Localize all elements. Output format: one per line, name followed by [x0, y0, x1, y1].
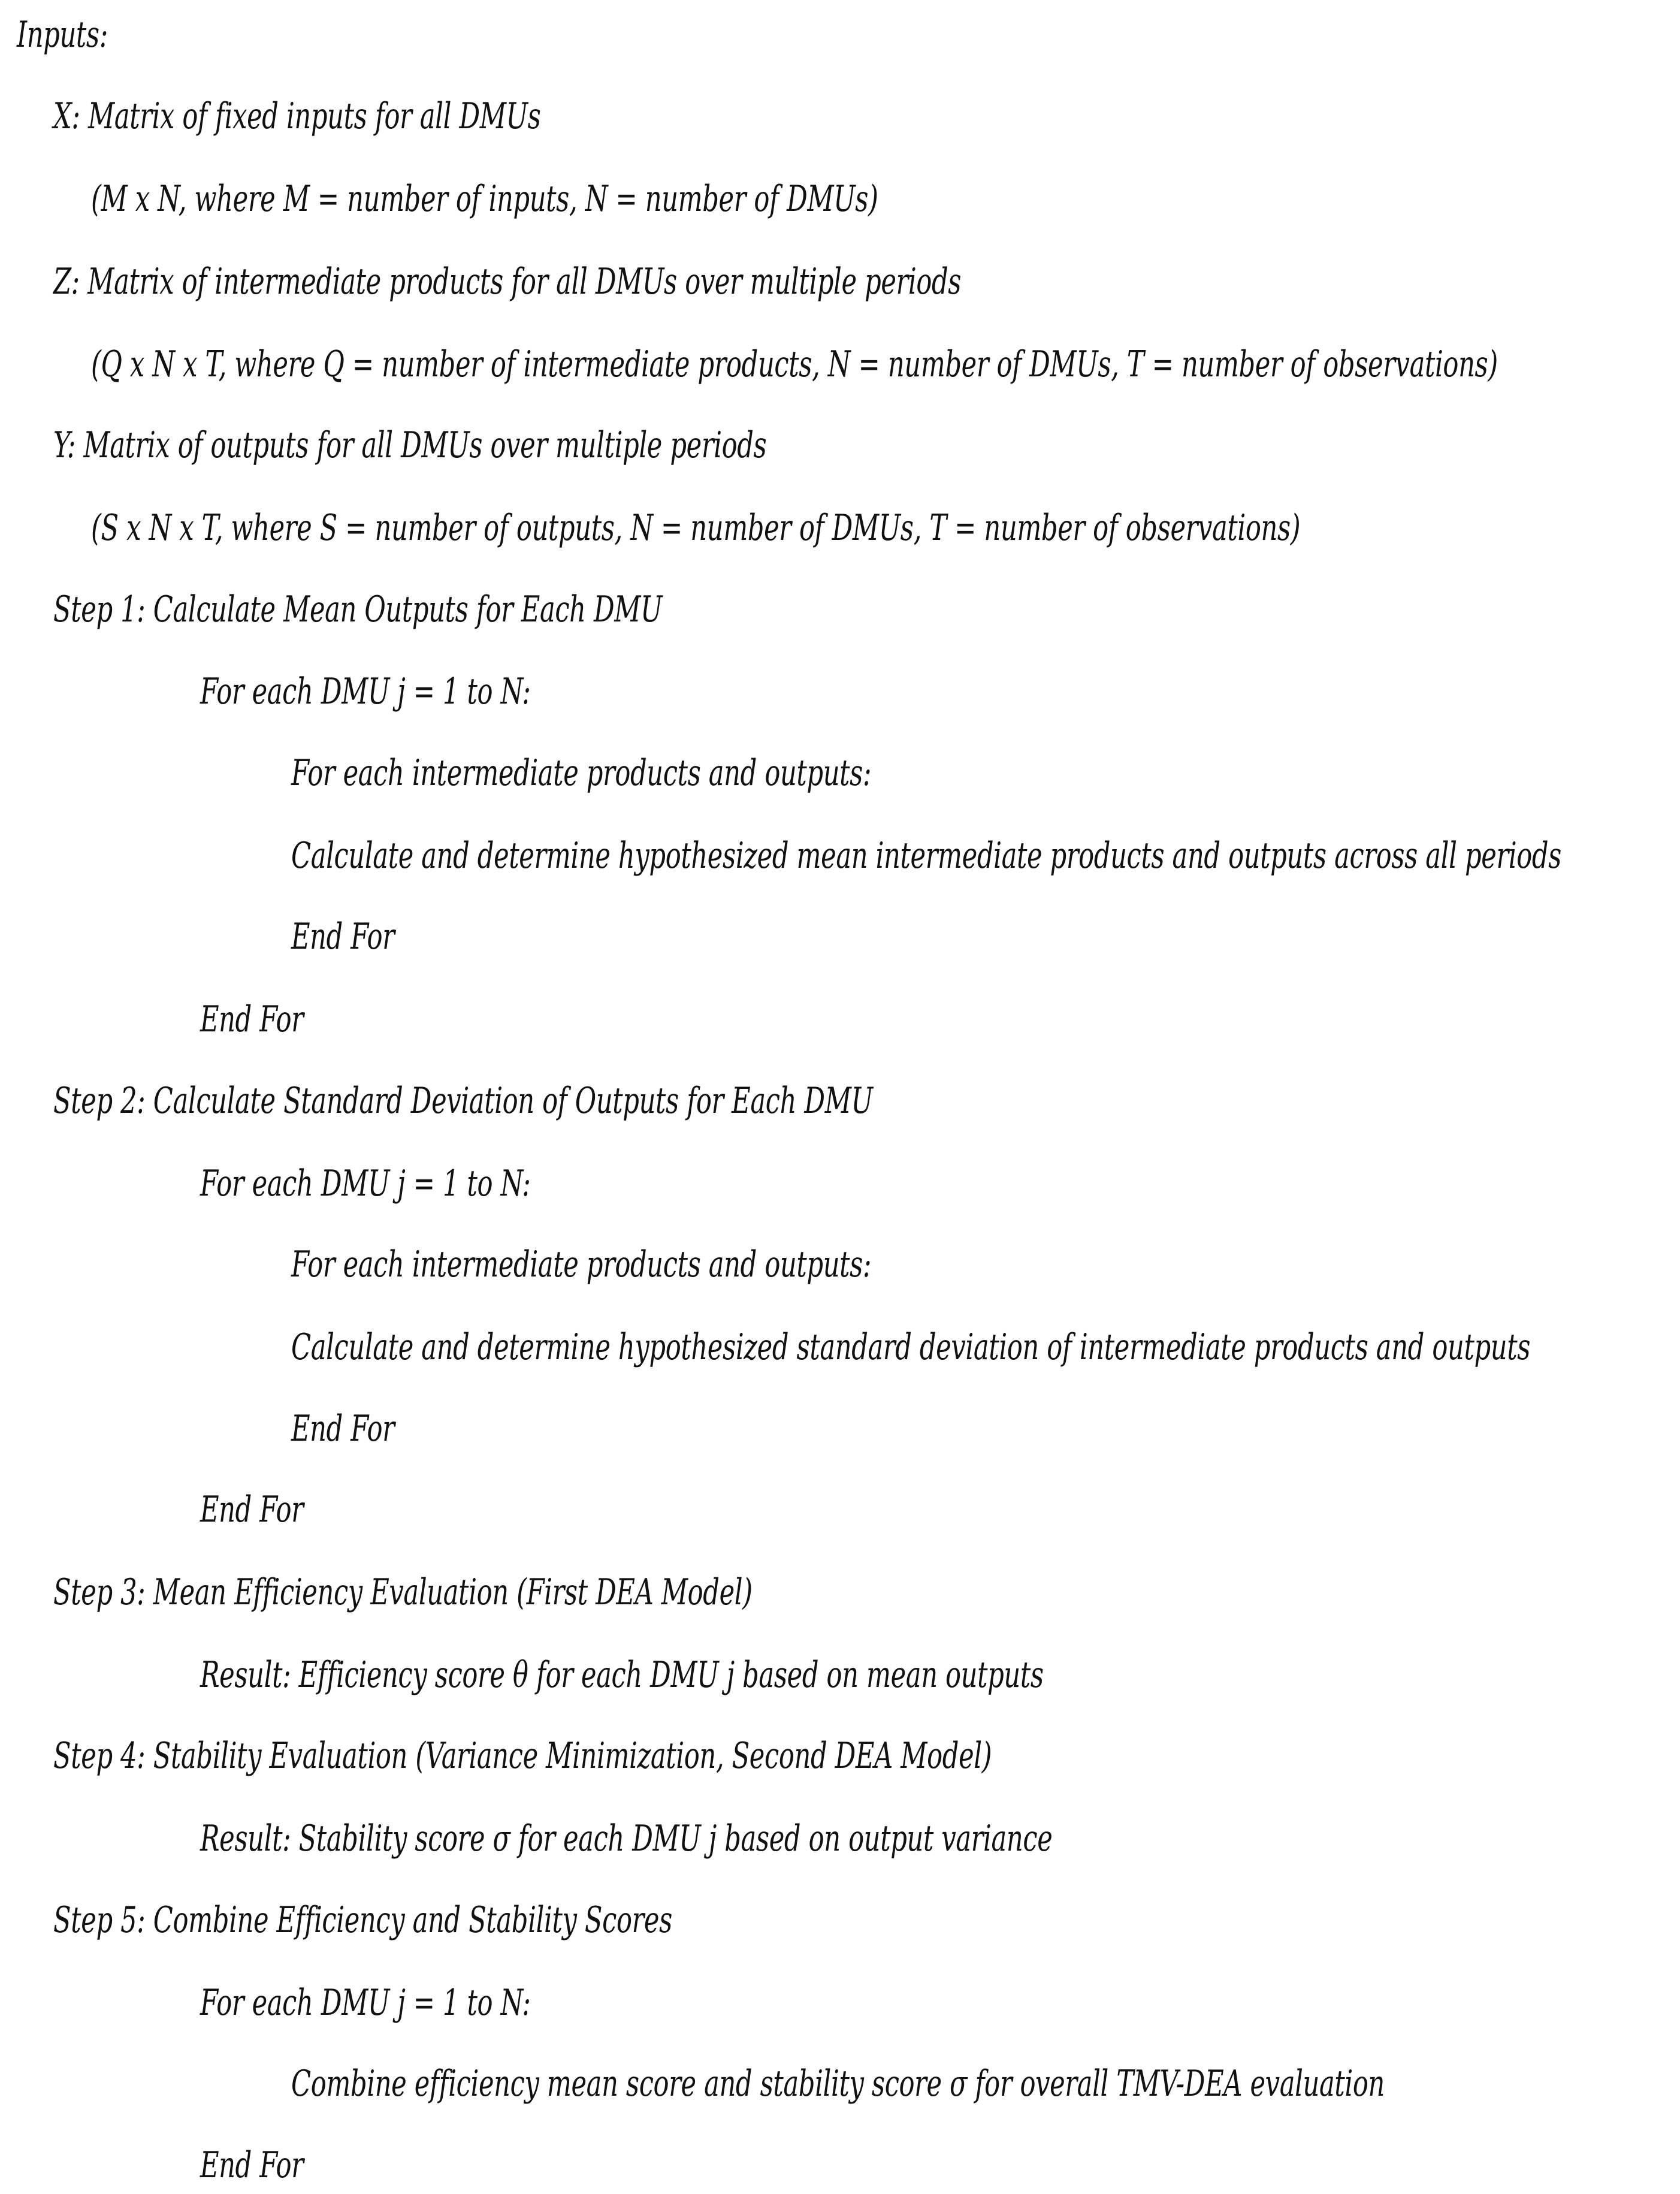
step-2-loop-dmu: For each DMU j = 1 to N: — [200, 1163, 531, 1205]
step-5-loop-dmu: For each DMU j = 1 to N: — [200, 1982, 531, 2024]
step-2-heading: Step 2: Calculate Standard Deviation of Outputs for Each DMU — [53, 1080, 873, 1122]
step-2-end-inner-loop: End For — [291, 1408, 395, 1450]
step-3-heading: Step 3: Mean Efficiency Evaluation (First DEA Model) — [53, 1571, 753, 1613]
step-5-end-loop: End For — [200, 2144, 304, 2186]
step-1-heading: Step 1: Calculate Mean Outputs for Each DMU — [53, 589, 663, 630]
input-x-dimensions: (M x N, where M = number of inputs, N = number of DMUs) — [91, 178, 878, 220]
step-1-loop-products: For each intermediate products and outputs: — [291, 752, 872, 794]
step-4-result: Result: Stability score σ for each DMU j based on output variance — [200, 1818, 1053, 1860]
input-z-definition: Z: Matrix of intermediate products for all DMUs over multiple periods — [53, 261, 962, 303]
step-4-heading: Step 4: Stability Evaluation (Variance Minimization, Second DEA Model) — [53, 1735, 992, 1777]
step-2-calculate-stddev: Calculate and determine hypothesized standard deviation of intermediate products and outputs — [291, 1326, 1531, 1368]
input-y-definition: Y: Matrix of outputs for all DMUs over multiple periods — [53, 424, 767, 466]
input-x-definition: X: Matrix of fixed inputs for all DMUs — [53, 95, 541, 137]
step-5-combine-scores: Combine efficiency mean score and stability score σ for overall TMV-DEA evaluation — [291, 2063, 1385, 2105]
step-5-heading: Step 5: Combine Efficiency and Stability Scores — [53, 1899, 672, 1941]
input-z-dimensions: (Q x N x T, where Q = number of intermediate products, N = number of DMUs, T = number of observations) — [91, 343, 1498, 385]
step-1-end-inner-loop: End For — [291, 916, 395, 958]
step-2-end-outer-loop: End For — [200, 1489, 304, 1531]
step-3-result: Result: Efficiency score θ for each DMU j based on mean outputs — [200, 1654, 1044, 1696]
step-2-loop-products: For each intermediate products and outputs: — [291, 1244, 872, 1285]
step-1-end-outer-loop: End For — [200, 998, 304, 1040]
inputs-heading: Inputs: — [17, 14, 108, 56]
step-1-loop-dmu: For each DMU j = 1 to N: — [200, 671, 531, 713]
input-y-dimensions: (S x N x T, where S = number of outputs, N = number of DMUs, T = number of observations) — [91, 507, 1301, 549]
step-1-calculate-mean: Calculate and determine hypothesized mean intermediate products and outputs across all periods — [291, 835, 1561, 877]
